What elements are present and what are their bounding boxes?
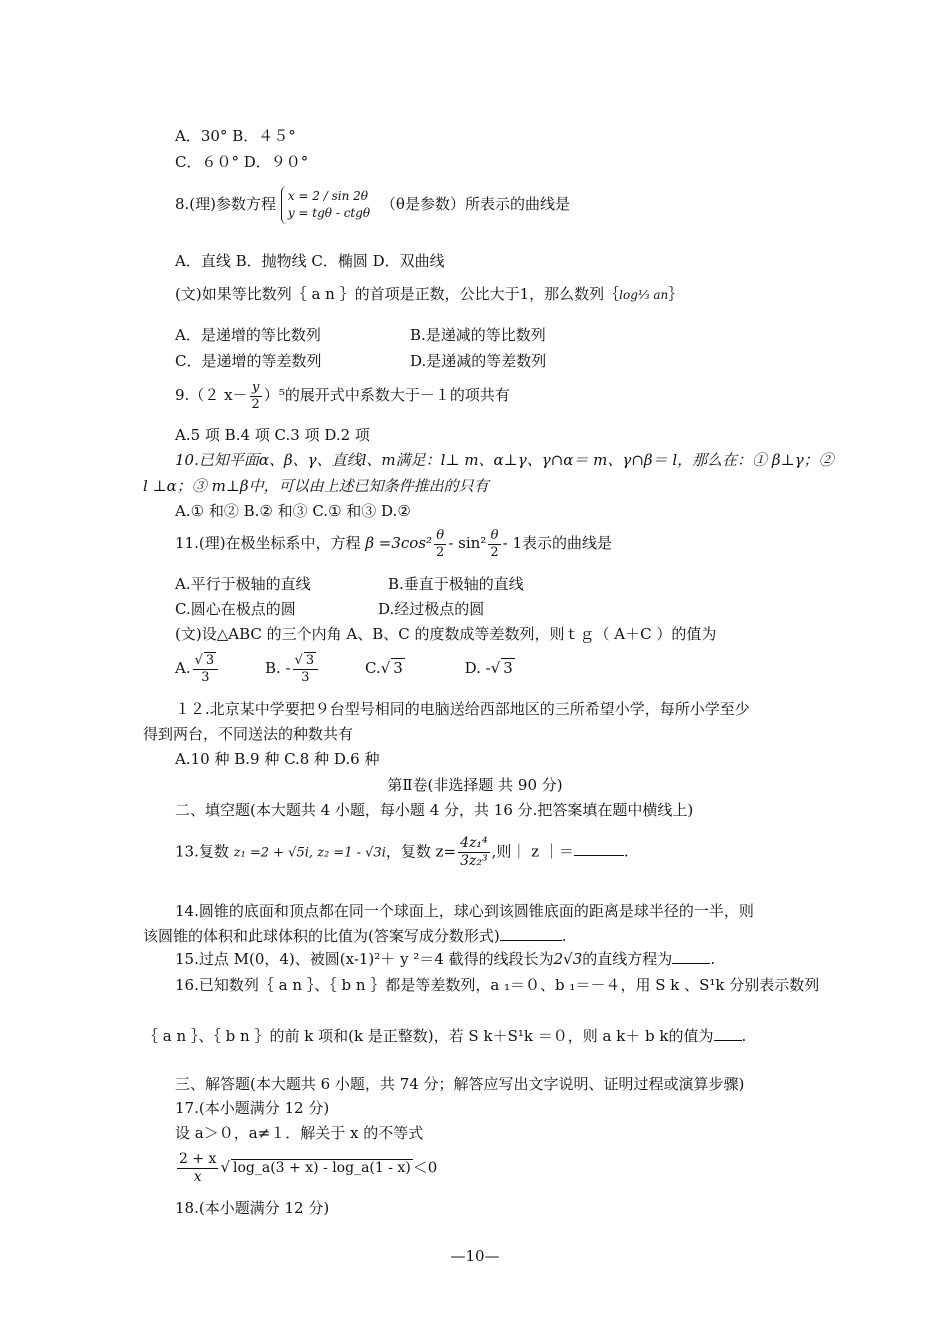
question-11 xyxy=(175,528,612,560)
q11w-d-label: D. - xyxy=(464,658,491,677)
q13-mid: ，复数 z= xyxy=(385,842,457,861)
q11w-d-root: √ 3 xyxy=(490,658,513,677)
q12-line2: 得到两台，不同送法的种数共有 xyxy=(143,725,354,743)
q9-tail: ）⁵的展开式中系数大于－１的项共有 xyxy=(263,386,510,405)
q11-eq: β =3cos² xyxy=(365,534,433,553)
q11-option-c: C.圆心在极点的圆 xyxy=(175,600,296,618)
question-15: 15.过点 M(0，4)、被圆(x-1)²＋ y ²＝4 截得的线段长为2√3的直线方程为 . xyxy=(175,950,716,968)
q17-radicand: log_a(3 + x) - log_a(1 - x) xyxy=(233,1160,411,1177)
q13-den: 3z₂³ xyxy=(460,852,488,869)
q12-line1: １２.北京某中学要把９台型号相同的电脑送给西部地区的三所希望小学，每所小学至少 xyxy=(175,700,750,718)
part2-title: 第Ⅱ卷(非选择题 共 90 分) xyxy=(387,776,563,794)
q11-theta-2: θ xyxy=(488,528,500,545)
q12-options: A.10 种 B.9 种 C.8 种 D.6 种 xyxy=(175,750,380,768)
q17-text: 设 a＞０，a≠１．解关于 x 的不等式 xyxy=(175,1124,424,1142)
q11w-a-label: A. xyxy=(175,658,191,677)
q11w-c-radicand: 3 xyxy=(393,658,403,677)
q14-line1: 14.圆锥的底面和顶点都在同一个球面上，球心到该圆锥底面的距离是球半径的一半，则 xyxy=(175,902,754,920)
page-number: —10— xyxy=(450,1247,500,1265)
q11-wen: (文)设△ABC 的三个内角 A、B、C 的度数成等差数列，则ｔｇ（ A＋C ）的值为 xyxy=(175,625,717,643)
q11-frac-1 xyxy=(434,528,446,560)
q11-lead: 11.(理)在极坐标系中，方程 xyxy=(175,534,361,553)
q13-num: 4z₁⁴ xyxy=(460,835,488,851)
q13-fraction xyxy=(458,835,490,870)
q11w-option-a xyxy=(175,653,225,685)
q14-answer-blank[interactable] xyxy=(500,940,562,941)
question-13: 13.复数 z₁ =2 + √5i, z₂ =1 - √3i，复数 z= $\frac{\text{4z₁⁴}}{\text{3z₂³}}$ ,则｜ z ｜＝ . xyxy=(175,835,629,869)
q8-wen xyxy=(175,285,683,304)
q11-two-1: 2 xyxy=(436,544,445,560)
q11-two-2: 2 xyxy=(490,544,499,560)
q13-complex-numbers: z₁ =2 + √5i, z₂ =1 - √3i xyxy=(233,845,386,861)
q16-answer-blank[interactable] xyxy=(714,1040,742,1041)
q15-tail: 的直线方程为 xyxy=(582,950,673,968)
q17-num: 2 + x xyxy=(179,1151,217,1167)
q8w-tail: ｝ xyxy=(668,285,684,303)
question-8 xyxy=(175,186,570,224)
q11-option-d: D.经过极点的圆 xyxy=(378,600,485,618)
q9-den: 2 xyxy=(251,396,260,412)
q11-tail: - 1表示的曲线是 xyxy=(502,534,613,553)
q7-options-ab: A．30° B．４５° xyxy=(175,127,296,145)
q17-den: x xyxy=(193,1168,202,1185)
q13-answer-blank[interactable] xyxy=(574,855,624,856)
q11w-b-num: √ 3 xyxy=(293,652,319,670)
q11w-option-b xyxy=(264,653,325,685)
q9-num: y xyxy=(250,380,262,397)
q10-options: A.① 和② B.② 和③ C.① 和③ D.② xyxy=(175,502,411,520)
q17-heading: 17.(本小题满分 12 分) xyxy=(175,1099,330,1117)
q8-lead: 8.(理)参数方程 xyxy=(175,194,277,213)
q11w-b-label: B. - xyxy=(264,658,291,677)
q8-eq-y: y = tgθ - ctgθ xyxy=(287,205,371,220)
q16-line2: ｛ a n ｝、｛ b n ｝的前 k 项和(k 是正整数)，若 S k＋S¹k ＝０，则 a k＋ b k的值为 . xyxy=(143,1027,747,1045)
q8-parametric-system xyxy=(281,186,376,224)
q16-line2-text: ｛ a n ｝、｛ b n ｝的前 k 项和(k 是正整数)，若 S k＋S¹k ＝０，则 a k＋ b k的值为 xyxy=(143,1027,714,1045)
q17-inequality xyxy=(175,1151,437,1186)
q11w-d-radicand: 3 xyxy=(503,658,513,677)
q9-fraction xyxy=(250,380,262,412)
q11-frac-2 xyxy=(488,528,500,560)
q13-tail: ,则｜ z ｜＝ xyxy=(491,842,574,861)
fill-in-section-title: 二、填空题(本大题共 4 小题，每小题 4 分，共 16 分.把答案填在题中横线上) xyxy=(175,801,694,819)
q14-line2-text: 该圆锥的体积和此球体积的比值为(答案写成分数形式) xyxy=(143,927,500,945)
q8w-option-b: B.是递减的等比数列 xyxy=(410,326,546,344)
q11-mid: - sin² xyxy=(448,534,487,553)
q9-options: A.5 项 B.4 项 C.3 项 D.2 项 xyxy=(175,426,370,444)
q8-options: A．直线 B．抛物线 C．椭圆 D．双曲线 xyxy=(175,252,445,270)
q11-theta-1: θ xyxy=(434,528,446,545)
q11w-b-frac xyxy=(293,652,319,685)
q11w-option-d xyxy=(465,659,515,677)
q15-length: 2√3 xyxy=(553,950,583,968)
q16-line1: 16.已知数列｛ a n ｝、｛ b n ｝都是等差数列，a ₁＝０、b ₁＝－４，用 S k 、S¹k 分别表示数列 xyxy=(175,976,820,994)
q8w-option-a: A．是递增的等比数列 xyxy=(175,326,321,344)
q11w-a-frac xyxy=(193,652,219,685)
q17-root: √ log_a(3 + x) - log_a(1 - x) xyxy=(220,1158,411,1177)
q17-fraction xyxy=(177,1151,218,1186)
q11w-c-root: √ 3 xyxy=(380,658,403,677)
q11w-b-den: 3 xyxy=(301,669,310,685)
q11-option-b: B.垂直于极轴的直线 xyxy=(388,575,524,593)
q8w-option-d: D.是递减的等差数列 xyxy=(410,352,547,370)
q13-lead: 13.复数 xyxy=(175,842,229,861)
q10-line1: 10.已知平面α、β、γ、直线l、m满足：l⊥ m、α⊥γ、γ∩α＝ m、γ∩β＝ l，那么在：① β⊥γ；② xyxy=(175,451,834,469)
q8-tail: （θ是参数）所表示的曲线是 xyxy=(380,194,570,213)
q7-options-cd: C．６０° D．９０° xyxy=(175,153,309,171)
q11w-a-num: √ 3 xyxy=(193,652,219,670)
q11-option-a: A.平行于极轴的直线 xyxy=(175,575,311,593)
q11w-a-den: 3 xyxy=(201,669,210,685)
q8-eq-x: x = 2 / sin 2θ xyxy=(287,189,368,203)
q14-line2: 该圆锥的体积和此球体积的比值为(答案写成分数形式) . xyxy=(143,927,567,945)
q11w-c-label: C. xyxy=(364,658,381,677)
q10-line2: l ⊥α；③ m⊥β中，可以由上述已知条件推出的只有 xyxy=(143,477,489,495)
q15-lead: 15.过点 M(0，4)、被圆(x-1)²＋ y ²＝4 截得的线段长为 xyxy=(175,950,554,968)
q18-heading: 18.(本小题满分 12 分) xyxy=(175,1199,330,1217)
q11w-option-c xyxy=(365,659,410,677)
q11w-b-radicand: 3 xyxy=(305,653,315,668)
q11w-options xyxy=(175,652,515,685)
q11w-a-radicand: 3 xyxy=(205,653,215,668)
q17-tail: ＜0 xyxy=(412,1158,438,1177)
q8w-option-c: C．是递增的等差数列 xyxy=(175,352,322,370)
q8w-log: log⅓ an xyxy=(619,288,669,302)
question-9 xyxy=(175,380,510,412)
solve-section-title: 三、解答题(本大题共 6 小题，共 74 分；解答应写出文字说明、证明过程或演算步骤) xyxy=(175,1075,745,1093)
q15-answer-blank[interactable] xyxy=(672,963,710,964)
q8w-lead: (文)如果等比数列｛ a n ｝的首项是正数，公比大于1，那么数列｛ xyxy=(175,285,620,303)
q9-lead: 9.（２ x－ xyxy=(175,386,248,405)
